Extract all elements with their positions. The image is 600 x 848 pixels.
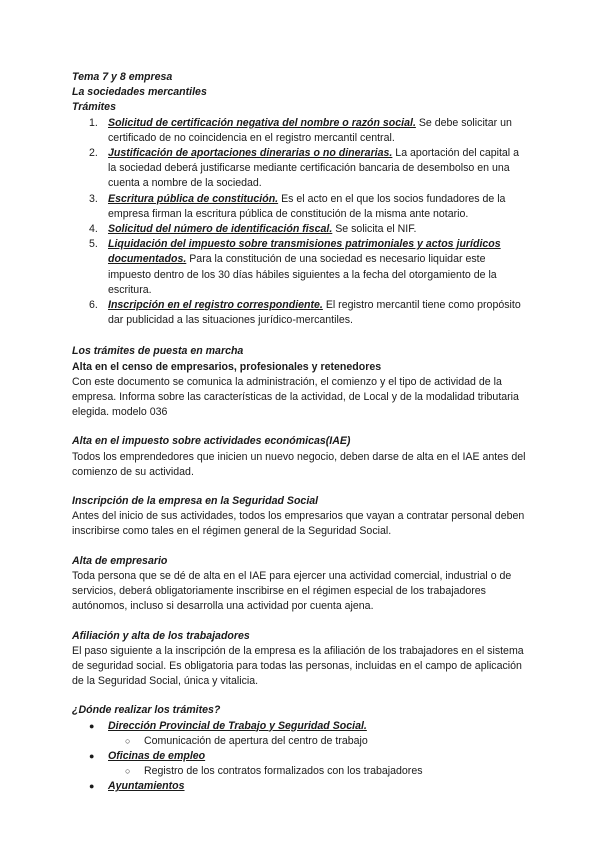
item-text: La aportación del capital a la sociedad deberá justificarse mediante certificación bancaria de desembolso en una cuenta a nombre de la sociedad. [108,147,519,190]
section-text: Antes del inicio de sus actividades, todos los empresarios que vayan a contratar personal deben inscribirse como tales en el régimen general de la Seguridad Social. [72,510,525,538]
alta-empresario-section [72,554,528,615]
bullet-icon: ● [89,720,95,731]
item-title: Inscripción en el registro correspondiente. [108,299,323,312]
item-title: Solicitud de certificación negativa del nombre o razón social. [108,116,416,129]
sub-item-text: Registro de los contratos formalizados con los trabajadores [144,765,423,778]
list-item [72,237,528,298]
bullet-icon: ● [89,750,95,761]
iae-section [72,434,528,480]
item-title: Liquidación del impuesto sobre transmisiones patrimoniales y actos jurídicos documentados. [108,238,501,266]
subtitle: La sociedades mercantiles [72,86,207,99]
list-item [72,222,528,237]
list-item [72,719,528,749]
section-title: Alta de empresario [72,554,168,567]
sub-item-text: Comunicación de apertura del centro de trabajo [144,734,368,747]
section-title: Alta en el impuesto sobre actividades económicas(IAE) [72,435,351,448]
sub-list-item [108,764,528,779]
item-title: Solicitud del número de identificación fiscal. [108,223,333,236]
item-title: Dirección Provincial de Trabajo y Seguridad Social. [108,719,367,732]
list-item [72,192,528,222]
donde-section [72,703,528,794]
item-number: 4. [89,223,98,236]
sub-bullet-icon: ○ [125,766,131,777]
section-text: El paso siguiente a la inscripción de la empresa es la afiliación de los trabajadores en el sistema de seguridad social. Es obligatoria para todas las personas, incluidas en el campo de aplicación de la Seguridad Social, única y vitalicia. [72,644,524,688]
section-title: Inscripción de la empresa en la Seguridad Social [72,495,319,508]
puesta-en-marcha-section [72,344,528,420]
tramites-heading: Trámites [72,101,116,114]
item-title: Oficinas de empleo [108,749,206,762]
topic-title: Tema 7 y 8 empresa [72,71,173,83]
section-text: Toda persona que se dé de alta en el IAE para ejercer una actividad comercial, industrial o de servicios, deberá obligatoriamente inscribirse en el régimen especial de los trabajadores autónomos, incluso si desarrolla una actividad por cuenta ajena. [72,569,512,613]
item-text: Para la constitución de una sociedad es necesario liquidar este impuesto dentro de los 30 días hábiles siguientes a la fecha del otorgamiento de la escritura. [108,253,497,296]
section-heading: Los trámites de puesta en marcha [72,345,244,358]
list-item [72,749,528,779]
section-title: Alta en el censo de empresarios, profesionales y retenedores [72,360,382,373]
bullet-icon: ● [89,781,95,792]
item-number: 2. [89,147,98,160]
tramites-list [72,116,528,329]
donde-list [72,719,528,795]
item-text: Es el acto en el que los socios fundadores de la empresa firman la escritura pública de constitución de la misma ante notario. [108,192,506,220]
list-item [72,116,528,146]
section-text: Todos los emprendedores que inicien un nuevo negocio, deben darse de alta en el IAE antes del comienzo de su actividad. [72,450,526,478]
seguridad-social-section [72,494,528,540]
item-number: 5. [89,238,98,251]
item-title: Justificación de aportaciones dinerarias o no dinerarias. [108,147,393,160]
item-title: Escritura pública de constitución. [108,192,279,205]
list-item [72,298,528,328]
item-text: El registro mercantil tiene como propósito dar publicidad a las situaciones jurídico-mercantiles. [108,299,521,327]
item-number: 6. [89,299,98,312]
sub-bullet-icon: ○ [125,735,131,746]
document-content [72,70,528,795]
item-number: 1. [89,116,98,129]
list-item [72,146,528,192]
item-title: Ayuntamientos [108,780,185,793]
section-title: Afiliación y alta de los trabajadores [72,629,250,642]
sub-list-item [108,734,528,749]
item-text: Se solicita el NIF. [332,223,417,236]
section-heading: ¿Dónde realizar los trámites? [72,704,221,717]
afiliacion-section [72,629,528,690]
section-text: Con este documento se comunica la administración, el comienzo y el tipo de actividad de la empresa. Informa sobre las características de la actividad, de Local y de la modalidad tributaria elegida. modelo 036 [72,375,519,419]
item-number: 3. [89,192,98,205]
list-item [72,779,528,794]
item-text: Se debe solicitar un certificado de no coincidencia en el registro mercantil central. [108,116,512,144]
